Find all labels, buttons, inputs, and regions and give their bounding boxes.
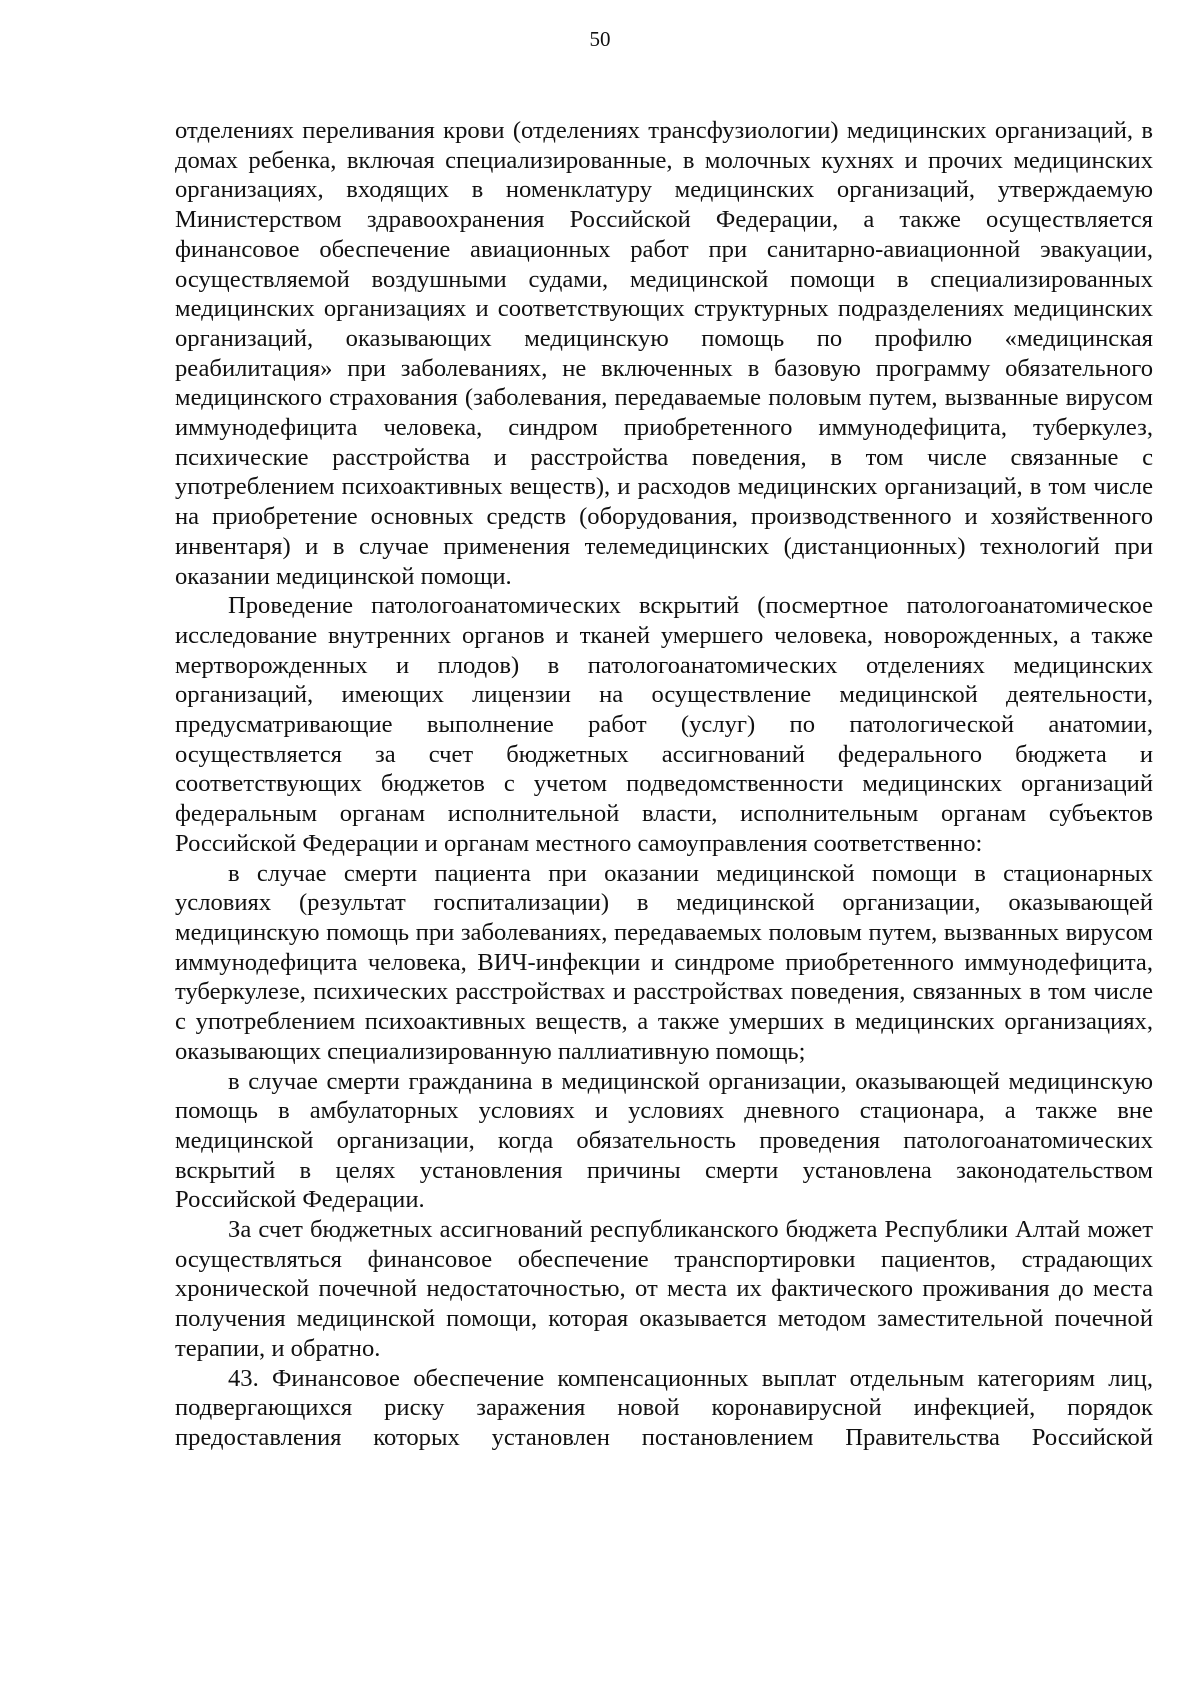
paragraph-4: в случае смерти гражданина в медицинской организации, оказывающей медицинскую помощь в амбулаторных условиях и условиях дневного стационара, а также вне медицинской организации, когда обязательность проведения патологоанатомических вскрытий в целях установления причины смерти установлена законодательством Российской Федерации. xyxy=(175,1067,1153,1214)
paragraph-5: За счет бюджетных ассигнований республиканского бюджета Республики Алтай может осуществляться финансовое обеспечение транспортировки пациентов, страдающих хронической почечной недостаточностью, от места их фактического проживания до места получения медицинской помощи, которая оказывается методом заместительной почечной терапии, и обратно. xyxy=(175,1216,1153,1362)
paragraph-2: Проведение патологоанатомических вскрытий (посмертное патологоанатомическое исследование внутренних органов и тканей умершего человека, новорожденных, а также мертворожденных и плодов) в патологоанатомических отделениях медицинских организаций, имеющих лицензии на осуществление медицинской деятельности, предусматривающие выполнение работ (услуг) по патологической анатомии, осуществляется за счет бюджетных ассигнований федерального бюджета и соответствующих бюджетов с учетом подведомственности медицинских организаций федеральным органам исполнительной власти, исполнительным органам субъектов Российской Федерации и органам местного самоуправления соответственно: xyxy=(175,592,1153,857)
paragraph-6: 43. Финансовое обеспечение компенсационных выплат отдельным категориям лиц, подвергающихся риску заражения новой коронавирусной инфекцией, порядок предоставления которых установлен постановлением Правительства Российской xyxy=(175,1364,1153,1451)
document-body xyxy=(175,116,1153,1453)
paragraph-3: в случае смерти пациента при оказании медицинской помощи в стационарных условиях (результат госпитализации) в медицинской организации, оказывающей медицинскую помощь при заболеваниях, передаваемых половым путем, вызванных вирусом иммунодефицита человека, ВИЧ-инфекции и синдроме приобретенного иммунодефицита, туберкулезе, психических расстройствах и расстройствах поведения, связанных в том числе с употреблением психоактивных веществ, а также умерших в медицинских организациях, оказывающих специализированную паллиативную помощь; xyxy=(175,859,1153,1065)
page-number: 50 xyxy=(589,27,611,51)
paragraph-1: отделениях переливания крови (отделениях трансфузиологии) медицинских организаций, в домах ребенка, включая специализированные, в молочных кухнях и прочих медицинских организациях, входящих в номенклатуру медицинских организаций, утверждаемую Министерством здравоохранения Российской Федерации, а также осуществляется финансовое обеспечение авиационных работ при санитарно-авиационной эвакуации, осуществляемой воздушными судами, медицинской помощи в специализированных медицинских организациях и соответствующих структурных подразделениях медицинских организаций, оказывающих медицинскую помощь по профилю «медицинская реабилитация» при заболеваниях, не включенных в базовую программу обязательного медицинского страхования (заболевания, передаваемые половым путем, вызванные вирусом иммунодефицита человека, синдром приобретенного иммунодефицита, туберкулез, психические расстройства и расстройства поведения, в том числе связанные с употреблением психоактивных веществ), и расходов медицинских организаций, в том числе на приобретение основных средств (оборудования, производственного и хозяйственного инвентаря) и в случае применения телемедицинских (дистанционных) технологий при оказании медицинской помощи. xyxy=(175,117,1153,590)
